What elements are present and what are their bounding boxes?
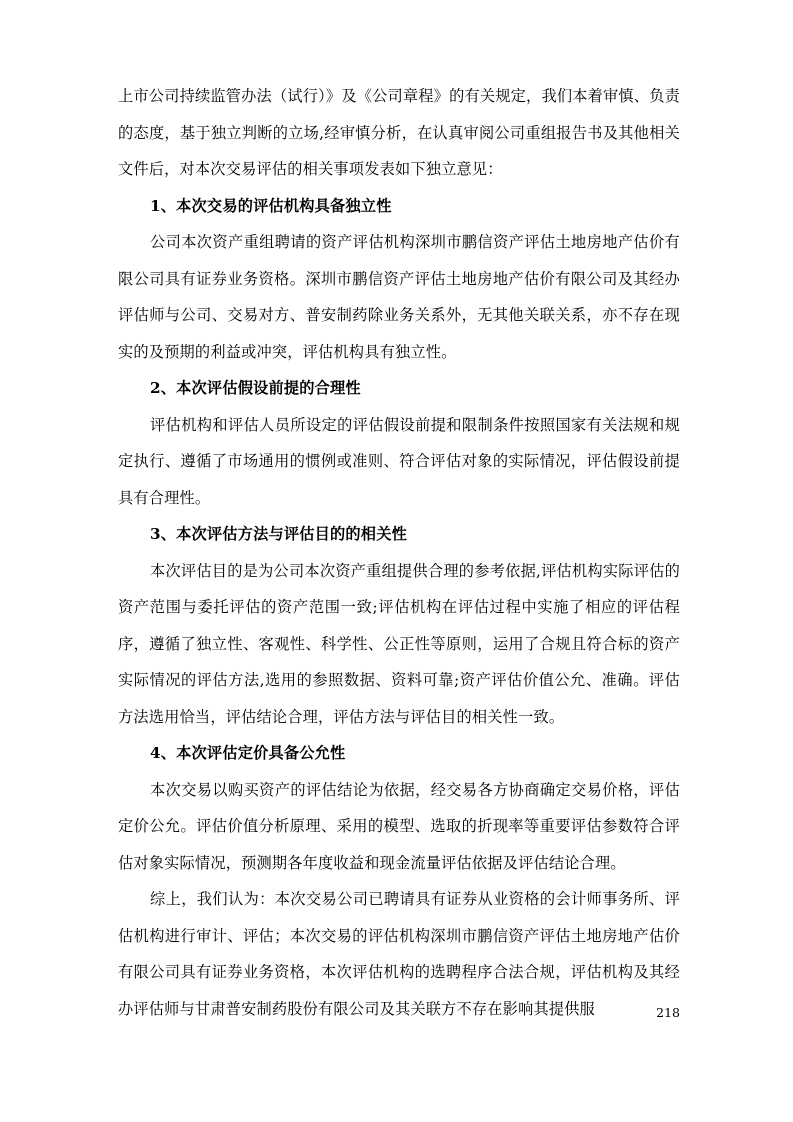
paragraph-3: 评估机构和评估人员所设定的评估假设前提和限制条件按照国家有关法规和规定执行、遵循了市场通用的惯例或准则、符合评估对象的实际情况，评估假设前提具有合理性。 (118, 415, 680, 507)
paragraph-heading-1: 1、本次交易的评估机构具备独立性 (150, 196, 392, 215)
paragraph-heading-3: 3、本次评估方法与评估目的的相关性 (150, 525, 407, 543)
paragraph-heading-2: 2、本次评估假设前提的合理性 (150, 379, 361, 397)
paragraph-heading-4: 4、本次评估定价具备公允性 (150, 744, 346, 762)
paragraph-4: 本次评估目的是为公司本次资产重组提供合理的参考依据,评估机构实际评估的资产范围与委托评估的资产范围一致;评估机构在评估过程中实施了相应的评估程序，遵循了独立性、客观性、科学性、公正性等原则，运用了合规且符合标的资产实际情况的评估方法,选用的参照数据、资料可靠;资产评估价值公允、准确。评估方法选用恰当，评估结论合理，评估方法与评估目的相关性一致。 (118, 561, 680, 726)
paragraph-2: 公司本次资产重组聘请的资产评估机构深圳市鹏信资产评估土地房地产估价有限公司具有证券业务资格。深圳市鹏信资产评估土地房地产估价有限公司及其经办评估师与公司、交易对方、普安制药除业务关系外，无其他关联关系，亦不存在现实的及预期的利益或冲突，评估机构具有独立性。 (118, 233, 680, 361)
paragraph-5: 本次交易以购买资产的评估结论为依据，经交易各方协商确定交易价格，评估定价公允。评估价值分析原理、采用的模型、选取的折现率等重要评估参数符合评估对象实际情况，预测期各年度收益和现金流量评估依据及评估结论合理。 (118, 780, 680, 872)
paragraph-1: 上市公司持续监管办法（试行）》及《公司章程》的有关规定，我们本着审慎、负责的态度，基于独立判断的立场,经审慎分析，在认真审阅公司重组报告书及其他相关文件后，对本次交易评估的相关事项发表如下独立意见： (118, 87, 680, 178)
paragraph-6: 综上，我们认为：本次交易公司已聘请具有证券从业资格的会计师事务所、评估机构进行审计、评估；本次交易的评估机构深圳市鹏信资产评估土地房地产估价有限公司具有证券业务资格，本次评估机构的选聘程序合法合规，评估机构及其经办评估师与甘肃普安制药股份有限公司及其关联方不存在影响其提供服 (118, 890, 680, 1018)
page-number: 218 (656, 1005, 680, 1020)
page-content (118, 78, 680, 1027)
